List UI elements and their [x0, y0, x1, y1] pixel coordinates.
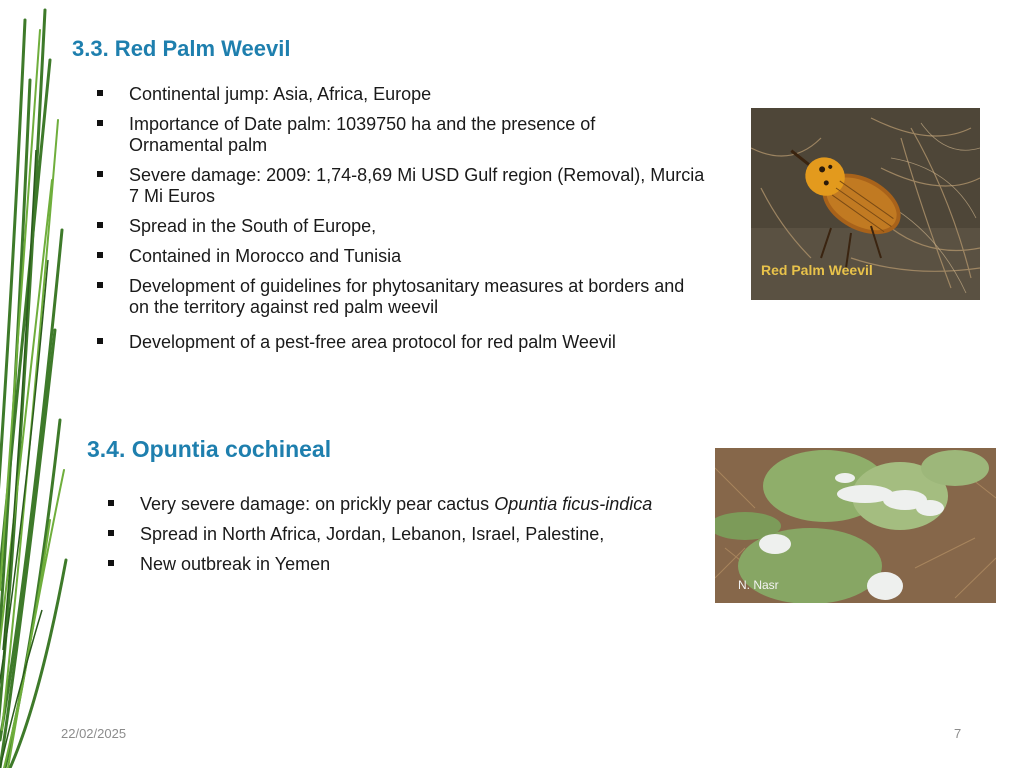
list-item: Development of a pest-free area protocol for red palm Weevil: [97, 332, 717, 353]
list-item-text: Very severe damage: on prickly pear cactus: [140, 494, 495, 514]
image-caption: N. Nasr: [738, 578, 779, 592]
list-item: Spread in the South of Europe,: [97, 216, 717, 237]
palm-leaves-decoration: [0, 0, 70, 768]
list-item: Importance of Date palm: 1039750 ha and the presence of Ornamental palm: [97, 114, 649, 156]
footer-date: 22/02/2025: [61, 726, 127, 741]
section-title-opuntia-cochineal: 3.4. Opuntia cochineal: [87, 436, 332, 462]
image-caption: Red Palm Weevil: [761, 262, 873, 278]
page-number: 7: [954, 726, 962, 741]
red-palm-weevil-photo: [751, 108, 980, 300]
list-item: Severe damage: 2009: 1,74-8,69 Mi USD Gulf region (Removal), Murcia 7 Mi Euros: [97, 165, 709, 207]
species-name: Opuntia ficus-indica: [494, 494, 653, 514]
list-item: Development of guidelines for phytosanitary measures at borders and on the territory against red palm weevil: [97, 276, 709, 318]
section-title-red-palm-weevil: 3.3. Red Palm Weevil: [72, 36, 291, 61]
list-item: Continental jump: Asia, Africa, Europe: [97, 84, 717, 105]
list-item: [108, 494, 728, 515]
list-item: New outbreak in Yemen: [108, 554, 728, 575]
list-item: Contained in Morocco and Tunisia: [97, 246, 717, 267]
opuntia-cochineal-photo: [715, 448, 996, 603]
list-item: Spread in North Africa, Jordan, Lebanon, Israel, Palestine,: [108, 524, 728, 545]
red-palm-weevil-bullet-list: [97, 84, 717, 362]
opuntia-cochineal-bullet-list: [108, 494, 728, 584]
